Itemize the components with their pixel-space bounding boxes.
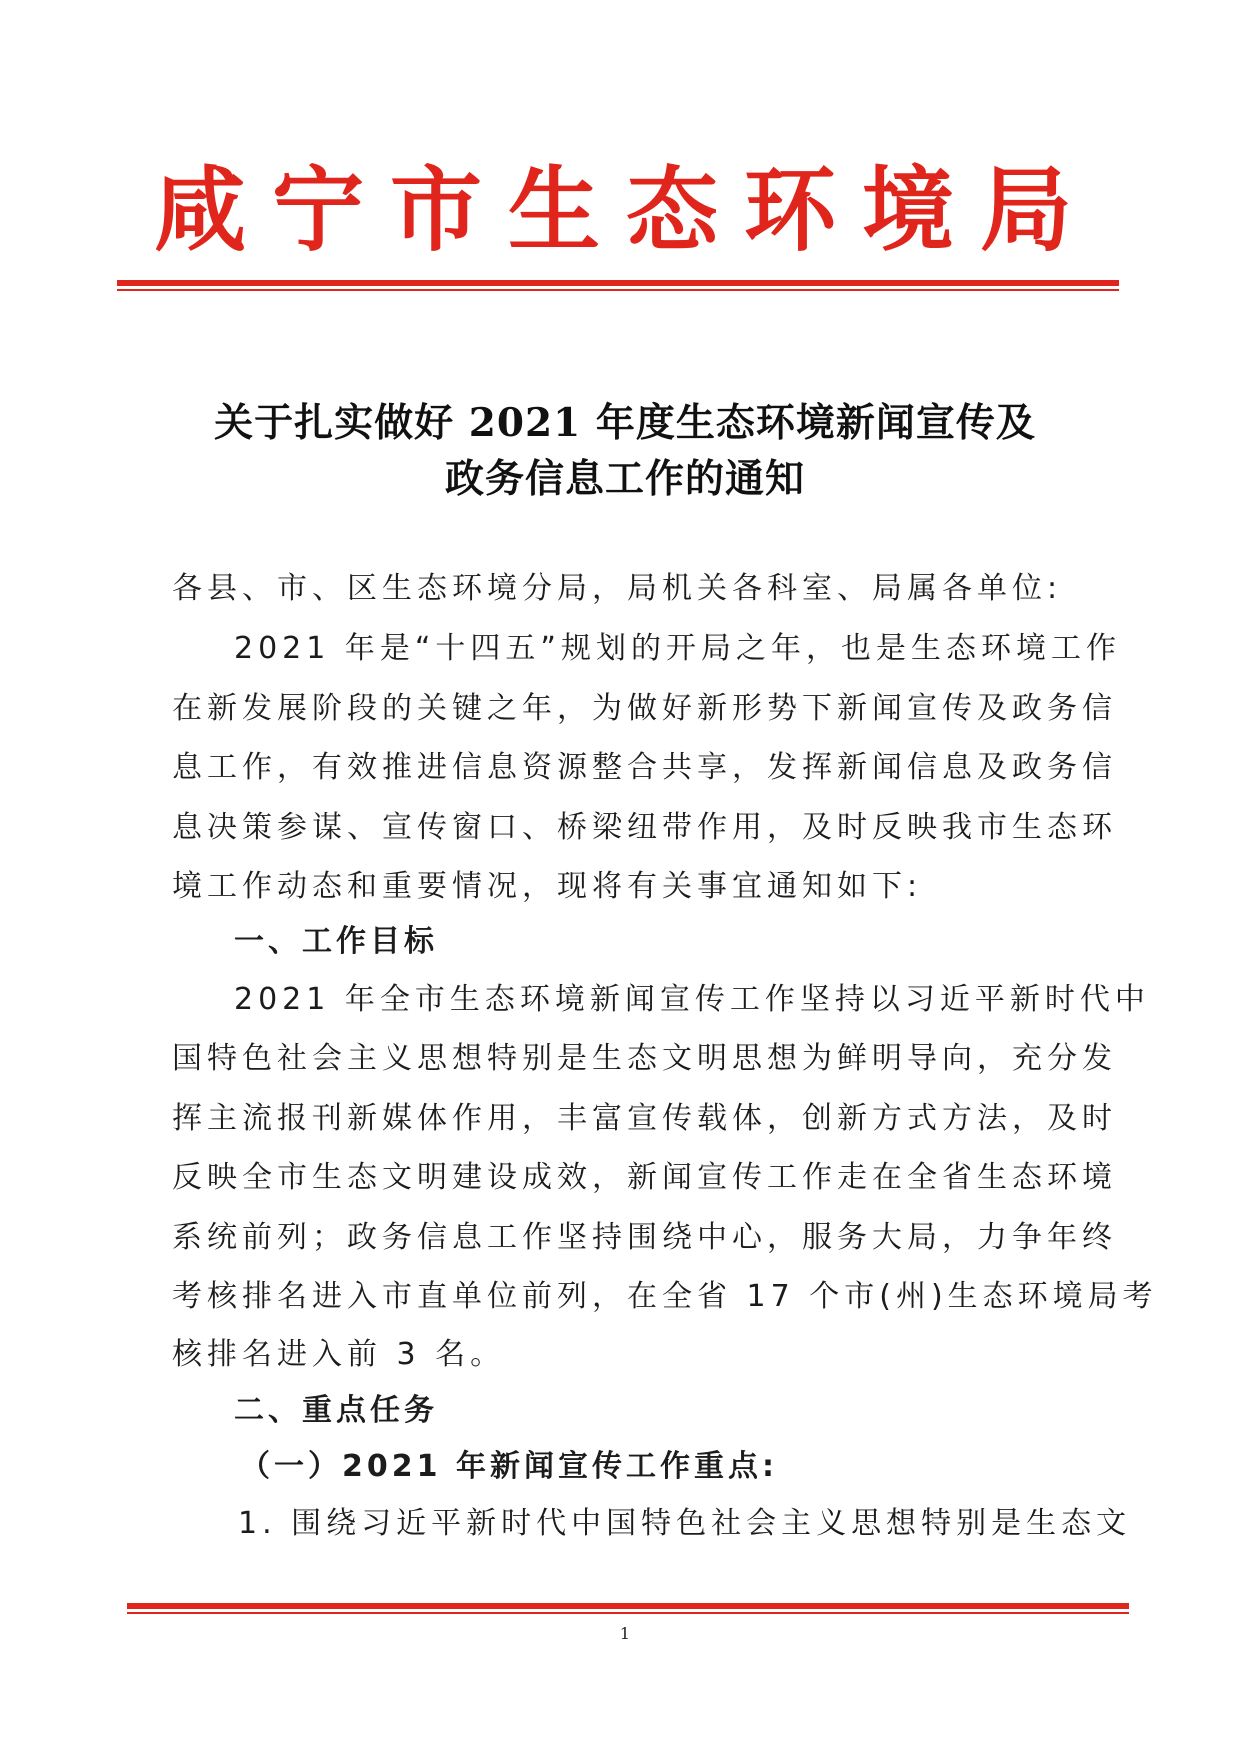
section-1-line-2: 国特色社会主义思想特别是生态文明思想为鲜明导向，充分发	[172, 1041, 1117, 1076]
section-2-item-1: 1. 围绕习近平新时代中国特色社会主义思想特别是生态文	[238, 1506, 1132, 1541]
section-1-line-3: 挥主流报刊新媒体作用，丰富宣传载体，创新方式方法，及时	[172, 1101, 1117, 1136]
section-1-line-1: 2021 年全市生态环境新闻宣传工作坚持以习近平新时代中	[234, 982, 1150, 1017]
intro-line-3: 息工作，有效推进信息资源整合共享，发挥新闻信息及政务信	[172, 750, 1117, 785]
section-1-line-6: 考核排名进入市直单位前列，在全省 17 个市(州)生态环境局考	[172, 1279, 1158, 1314]
section-2-subheading: （一）2021 年新闻宣传工作重点:	[240, 1449, 778, 1484]
document-title-line-2: 政务信息工作的通知	[444, 456, 805, 502]
letterhead-title: 咸宁市生态环境局	[153, 156, 1098, 264]
section-1-line-5: 系统前列；政务信息工作坚持围绕中心，服务大局，力争年终	[172, 1220, 1117, 1255]
section-1-line-7: 核排名进入前 3 名。	[172, 1337, 506, 1372]
salutation: 各县、市、区生态环境分局，局机关各科室、局属各单位:	[172, 571, 1063, 606]
section-1-heading: 一、工作目标	[234, 924, 438, 959]
letterhead-red-rule	[117, 280, 1119, 291]
section-2-heading: 二、重点任务	[234, 1393, 438, 1428]
section-1-line-4: 反映全市生态文明建设成效，新闻宣传工作走在全省生态环境	[172, 1160, 1117, 1195]
intro-line-1: 2021 年是“十四五”规划的开局之年，也是生态环境工作	[234, 631, 1121, 666]
intro-line-5: 境工作动态和重要情况，现将有关事宜通知如下:	[172, 869, 923, 904]
page-number: 1	[619, 1624, 631, 1643]
document-title-line-1: 关于扎实做好 2021 年度生态环境新闻宣传及	[214, 400, 1036, 446]
intro-line-2: 在新发展阶段的关键之年，为做好新形势下新闻宣传及政务信	[172, 691, 1117, 726]
intro-line-4: 息决策参谋、宣传窗口、桥梁纽带作用，及时反映我市生态环	[172, 810, 1117, 845]
footer-red-rule	[127, 1603, 1129, 1614]
